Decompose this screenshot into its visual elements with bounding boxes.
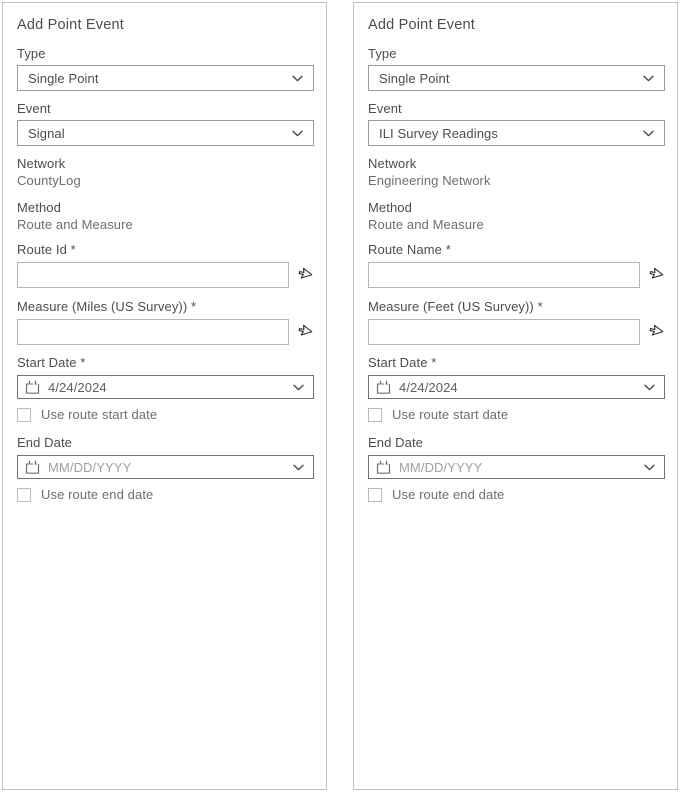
network-label: Network [368, 156, 417, 171]
type-select-value: Single Point [28, 70, 99, 86]
chevron-down-icon [293, 384, 304, 391]
calendar-icon [376, 380, 391, 394]
method-label: Method [368, 200, 412, 215]
calendar-icon [25, 380, 40, 394]
route-name-label: Route Name * [368, 242, 451, 257]
event-label: Event [368, 101, 402, 116]
calendar-icon [376, 460, 391, 474]
type-select[interactable] [368, 65, 665, 91]
select-measure-on-map-button[interactable] [296, 323, 314, 341]
event-label: Event [17, 101, 51, 116]
chevron-down-icon [643, 75, 654, 82]
use-route-start-date-checkbox[interactable] [17, 408, 31, 422]
add-point-event-panel-right [353, 2, 678, 790]
start-date-picker[interactable] [17, 375, 314, 399]
map-pointer-icon [648, 324, 664, 340]
add-point-event-panel-left [2, 2, 327, 790]
map-pointer-icon [297, 267, 313, 283]
route-id-label: Route Id * [17, 242, 76, 257]
measure-label: Measure (Feet (US Survey)) * [368, 299, 543, 314]
network-label: Network [17, 156, 66, 171]
start-date-picker[interactable] [368, 375, 665, 399]
map-pointer-icon [648, 267, 664, 283]
use-route-end-date-checkbox[interactable] [368, 488, 382, 502]
map-pointer-icon [297, 324, 313, 340]
method-value: Route and Measure [368, 217, 484, 232]
end-date-label: End Date [368, 435, 424, 450]
start-date-label: Start Date * [17, 355, 86, 370]
chevron-down-icon [292, 75, 303, 82]
type-select-value: Single Point [379, 70, 450, 86]
chevron-down-icon [292, 130, 303, 137]
use-route-end-date-label: Use route end date [392, 487, 505, 502]
chevron-down-icon [644, 384, 655, 391]
use-route-start-date-checkbox[interactable] [368, 408, 382, 422]
select-route-on-map-button[interactable] [296, 266, 314, 284]
measure-label: Measure (Miles (US Survey)) * [17, 299, 197, 314]
network-value: CountyLog [17, 173, 81, 188]
chevron-down-icon [643, 130, 654, 137]
start-date-value: 4/24/2024 [48, 379, 107, 395]
route-id-input[interactable] [17, 262, 289, 288]
use-route-start-date-label: Use route start date [392, 407, 509, 422]
event-select-value: Signal [28, 125, 65, 141]
event-select[interactable] [368, 120, 665, 146]
type-select[interactable] [17, 65, 314, 91]
event-select[interactable] [17, 120, 314, 146]
use-route-end-date-row [17, 487, 314, 502]
measure-input[interactable] [368, 319, 640, 345]
end-date-placeholder: MM/DD/YYYY [48, 459, 132, 475]
method-label: Method [17, 200, 61, 215]
select-measure-on-map-button[interactable] [647, 323, 665, 341]
route-name-input[interactable] [368, 262, 640, 288]
network-value: Engineering Network [368, 173, 491, 188]
end-date-label: End Date [17, 435, 73, 450]
chevron-down-icon [293, 464, 304, 471]
end-date-picker[interactable] [368, 455, 665, 479]
calendar-icon [25, 460, 40, 474]
type-label: Type [17, 46, 46, 61]
method-value: Route and Measure [17, 217, 133, 232]
use-route-end-date-row [368, 487, 665, 502]
select-route-on-map-button[interactable] [647, 266, 665, 284]
type-label: Type [368, 46, 397, 61]
end-date-placeholder: MM/DD/YYYY [399, 459, 483, 475]
end-date-picker[interactable] [17, 455, 314, 479]
event-select-value: ILI Survey Readings [379, 125, 498, 141]
start-date-value: 4/24/2024 [399, 379, 458, 395]
use-route-start-date-row [17, 407, 314, 422]
use-route-start-date-row [368, 407, 665, 422]
use-route-end-date-label: Use route end date [41, 487, 154, 502]
measure-input[interactable] [17, 319, 289, 345]
use-route-end-date-checkbox[interactable] [17, 488, 31, 502]
page-title: Add Point Event [368, 17, 475, 33]
page-title: Add Point Event [17, 17, 124, 33]
chevron-down-icon [644, 464, 655, 471]
use-route-start-date-label: Use route start date [41, 407, 158, 422]
start-date-label: Start Date * [368, 355, 437, 370]
